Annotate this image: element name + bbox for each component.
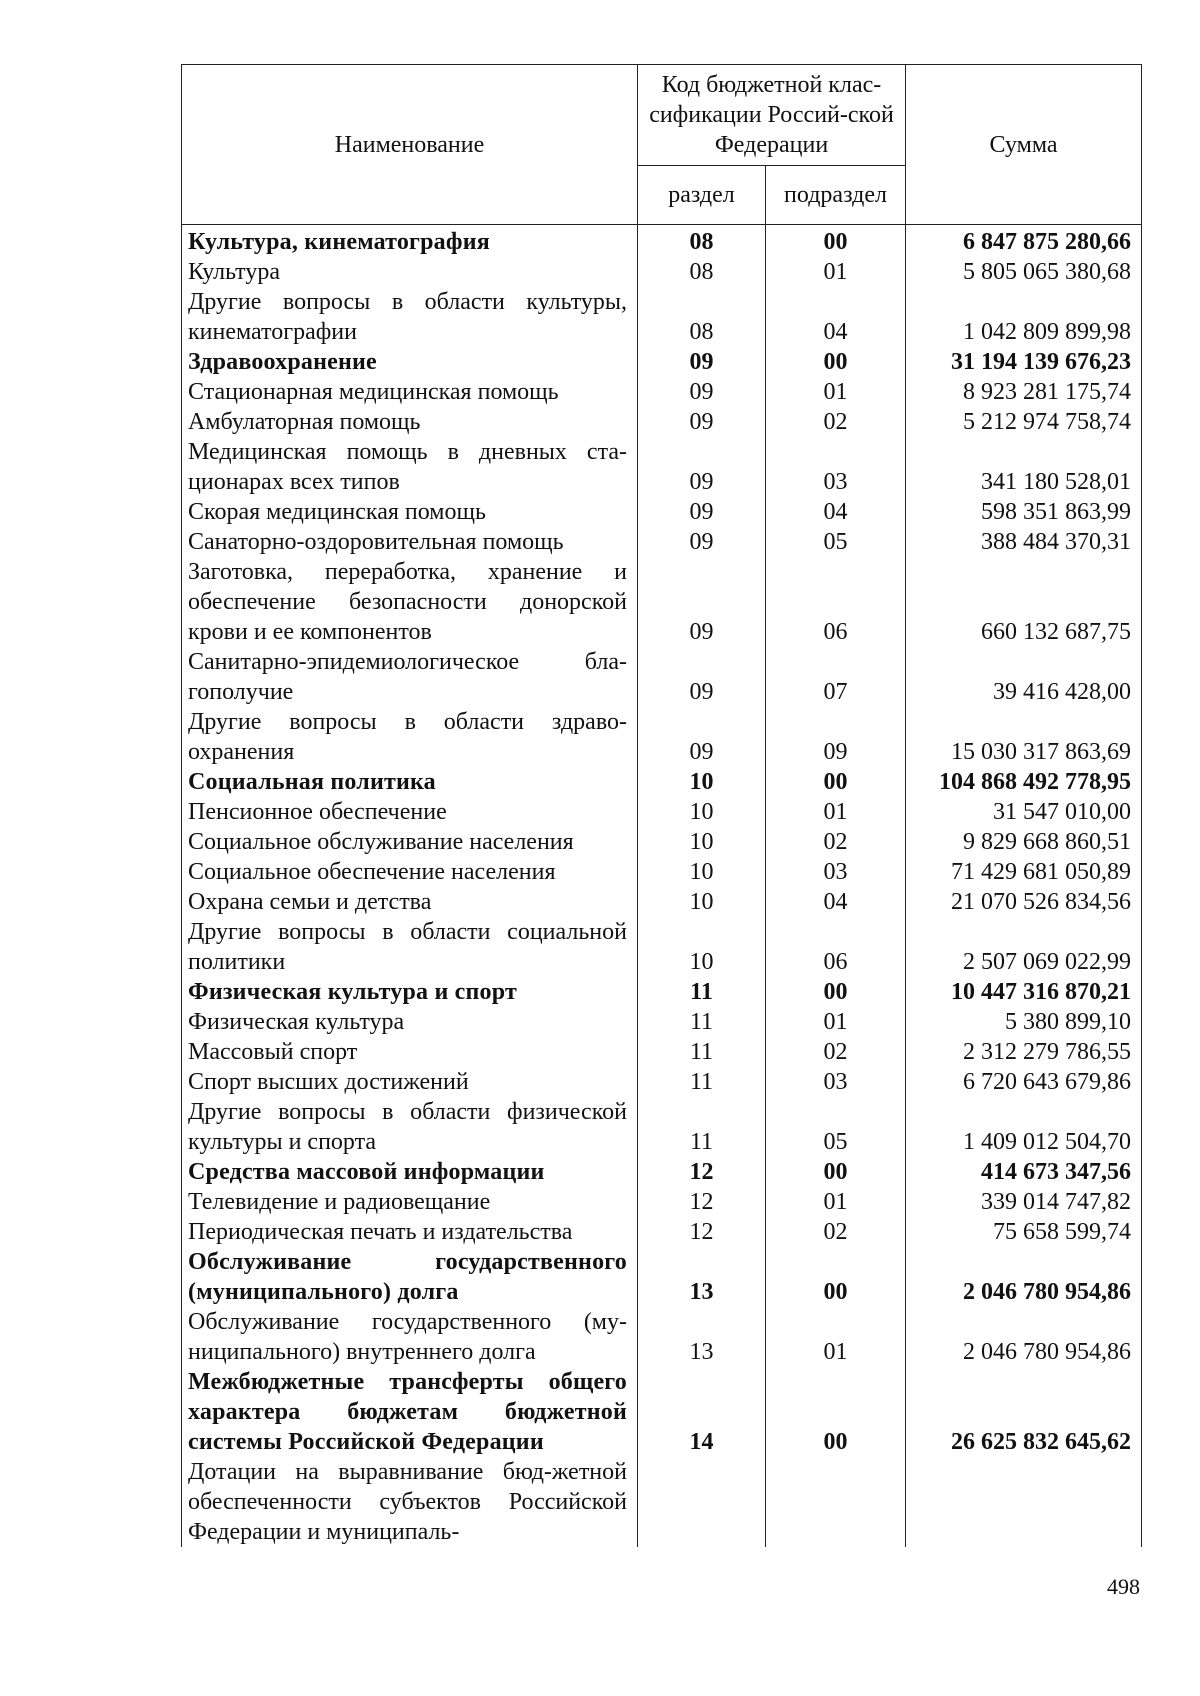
table-row xyxy=(182,1097,1142,1157)
row-podrazdel xyxy=(766,1457,906,1547)
row-razdel: 10 xyxy=(638,767,766,797)
row-razdel: 10 xyxy=(638,857,766,887)
table-row xyxy=(182,827,1142,857)
row-razdel: 09 xyxy=(638,407,766,437)
row-name: Амбулаторная помощь xyxy=(182,407,638,437)
table-row xyxy=(182,857,1142,887)
row-podrazdel: 05 xyxy=(766,527,906,557)
row-razdel: 13 xyxy=(638,1307,766,1367)
row-name: Социальная политика xyxy=(182,767,638,797)
row-podrazdel: 02 xyxy=(766,827,906,857)
table-body xyxy=(182,225,1142,1548)
row-name: Телевидение и радиовещание xyxy=(182,1187,638,1217)
row-razdel: 12 xyxy=(638,1217,766,1247)
row-podrazdel: 02 xyxy=(766,407,906,437)
row-razdel: 09 xyxy=(638,497,766,527)
row-name: Физическая культура xyxy=(182,1007,638,1037)
table-row xyxy=(182,1247,1142,1307)
row-sum: 5 212 974 758,74 xyxy=(906,407,1142,437)
row-name: Санаторно-оздоровительная помощь xyxy=(182,527,638,557)
row-podrazdel: 00 xyxy=(766,1247,906,1307)
table-row xyxy=(182,407,1142,437)
row-razdel: 08 xyxy=(638,225,766,258)
row-podrazdel: 03 xyxy=(766,437,906,497)
row-sum: 660 132 687,75 xyxy=(906,557,1142,647)
table-row xyxy=(182,225,1142,258)
row-podrazdel: 03 xyxy=(766,1067,906,1097)
table-row xyxy=(182,287,1142,347)
row-name: Заготовка, переработка, хранение и обеспечение безопасности донорской крови и ее компонентов xyxy=(182,557,638,647)
row-podrazdel: 02 xyxy=(766,1037,906,1067)
row-sum: 2 046 780 954,86 xyxy=(906,1247,1142,1307)
row-sum: 2 046 780 954,86 xyxy=(906,1307,1142,1367)
row-name: Другие вопросы в области физической культуры и спорта xyxy=(182,1097,638,1157)
table-row xyxy=(182,767,1142,797)
table-row xyxy=(182,1217,1142,1247)
row-podrazdel: 01 xyxy=(766,797,906,827)
row-sum: 15 030 317 863,69 xyxy=(906,707,1142,767)
row-sum: 598 351 863,99 xyxy=(906,497,1142,527)
row-name: Массовый спорт xyxy=(182,1037,638,1067)
row-sum: 26 625 832 645,62 xyxy=(906,1367,1142,1457)
row-razdel: 09 xyxy=(638,527,766,557)
row-name: Спорт высших достижений xyxy=(182,1067,638,1097)
row-razdel: 08 xyxy=(638,287,766,347)
row-sum: 9 829 668 860,51 xyxy=(906,827,1142,857)
row-name: Социальное обслуживание населения xyxy=(182,827,638,857)
row-razdel: 13 xyxy=(638,1247,766,1307)
table-row xyxy=(182,1457,1142,1547)
table-row xyxy=(182,1187,1142,1217)
row-name: Культура xyxy=(182,257,638,287)
table-row xyxy=(182,1037,1142,1067)
row-sum: 5 380 899,10 xyxy=(906,1007,1142,1037)
row-sum xyxy=(906,1457,1142,1547)
row-razdel: 09 xyxy=(638,437,766,497)
row-podrazdel: 04 xyxy=(766,287,906,347)
table-row xyxy=(182,1007,1142,1037)
row-podrazdel: 00 xyxy=(766,977,906,1007)
row-sum: 1 042 809 899,98 xyxy=(906,287,1142,347)
row-podrazdel: 00 xyxy=(766,767,906,797)
header-sum: Сумма xyxy=(906,65,1142,225)
table-row xyxy=(182,347,1142,377)
row-name: Санитарно-эпидемиологическое бла-гополучие xyxy=(182,647,638,707)
row-razdel: 11 xyxy=(638,1037,766,1067)
row-sum: 39 416 428,00 xyxy=(906,647,1142,707)
row-name: Другие вопросы в области культуры, кинематографии xyxy=(182,287,638,347)
row-razdel: 09 xyxy=(638,557,766,647)
row-podrazdel: 02 xyxy=(766,1217,906,1247)
row-name: Социальное обеспечение населения xyxy=(182,857,638,887)
row-podrazdel: 07 xyxy=(766,647,906,707)
row-name: Пенсионное обеспечение xyxy=(182,797,638,827)
row-podrazdel: 05 xyxy=(766,1097,906,1157)
row-name: Культура, кинематография xyxy=(182,225,638,258)
row-sum: 339 014 747,82 xyxy=(906,1187,1142,1217)
row-podrazdel: 06 xyxy=(766,917,906,977)
table-row xyxy=(182,557,1142,647)
row-razdel: 09 xyxy=(638,377,766,407)
row-podrazdel: 01 xyxy=(766,1007,906,1037)
row-sum: 104 868 492 778,95 xyxy=(906,767,1142,797)
row-sum: 8 923 281 175,74 xyxy=(906,377,1142,407)
row-razdel xyxy=(638,1457,766,1547)
row-podrazdel: 03 xyxy=(766,857,906,887)
row-name: Другие вопросы в области здраво-охранения xyxy=(182,707,638,767)
row-razdel: 10 xyxy=(638,917,766,977)
row-name: Охрана семьи и детства xyxy=(182,887,638,917)
row-sum: 2 312 279 786,55 xyxy=(906,1037,1142,1067)
row-razdel: 11 xyxy=(638,1007,766,1037)
row-podrazdel: 01 xyxy=(766,257,906,287)
table-row xyxy=(182,437,1142,497)
row-podrazdel: 00 xyxy=(766,1367,906,1457)
row-sum: 6 847 875 280,66 xyxy=(906,225,1142,258)
row-razdel: 09 xyxy=(638,647,766,707)
table-row xyxy=(182,1067,1142,1097)
row-sum: 75 658 599,74 xyxy=(906,1217,1142,1247)
table-row xyxy=(182,707,1142,767)
row-name: Другие вопросы в области социальной политики xyxy=(182,917,638,977)
row-razdel: 09 xyxy=(638,347,766,377)
row-sum: 31 194 139 676,23 xyxy=(906,347,1142,377)
row-sum: 10 447 316 870,21 xyxy=(906,977,1142,1007)
row-podrazdel: 04 xyxy=(766,887,906,917)
table-row xyxy=(182,377,1142,407)
table-row xyxy=(182,887,1142,917)
row-name: Периодическая печать и издательства xyxy=(182,1217,638,1247)
row-sum: 414 673 347,56 xyxy=(906,1157,1142,1187)
row-podrazdel: 01 xyxy=(766,377,906,407)
row-razdel: 10 xyxy=(638,827,766,857)
row-podrazdel: 00 xyxy=(766,347,906,377)
row-sum: 388 484 370,31 xyxy=(906,527,1142,557)
row-razdel: 10 xyxy=(638,797,766,827)
row-name: Здравоохранение xyxy=(182,347,638,377)
row-podrazdel: 01 xyxy=(766,1307,906,1367)
row-name: Средства массовой информации xyxy=(182,1157,638,1187)
row-razdel: 11 xyxy=(638,1067,766,1097)
header-razdel: раздел xyxy=(638,166,766,225)
row-podrazdel: 00 xyxy=(766,1157,906,1187)
table-row xyxy=(182,257,1142,287)
row-razdel: 10 xyxy=(638,887,766,917)
row-podrazdel: 09 xyxy=(766,707,906,767)
row-sum: 5 805 065 380,68 xyxy=(906,257,1142,287)
table-row xyxy=(182,1307,1142,1367)
row-sum: 71 429 681 050,89 xyxy=(906,857,1142,887)
row-podrazdel: 04 xyxy=(766,497,906,527)
row-sum: 1 409 012 504,70 xyxy=(906,1097,1142,1157)
table-row xyxy=(182,527,1142,557)
row-razdel: 11 xyxy=(638,977,766,1007)
table-row xyxy=(182,1367,1142,1457)
row-sum: 341 180 528,01 xyxy=(906,437,1142,497)
row-name: Физическая культура и спорт xyxy=(182,977,638,1007)
row-razdel: 09 xyxy=(638,707,766,767)
row-sum: 31 547 010,00 xyxy=(906,797,1142,827)
row-sum: 2 507 069 022,99 xyxy=(906,917,1142,977)
row-podrazdel: 01 xyxy=(766,1187,906,1217)
row-podrazdel: 00 xyxy=(766,225,906,258)
row-razdel: 11 xyxy=(638,1097,766,1157)
table-row xyxy=(182,797,1142,827)
header-name: Наименование xyxy=(182,65,638,225)
row-podrazdel: 06 xyxy=(766,557,906,647)
table-row xyxy=(182,977,1142,1007)
header-podrazdel: подраздел xyxy=(766,166,906,225)
row-name: Обслуживание государственного (муниципального) долга xyxy=(182,1247,638,1307)
table-row xyxy=(182,917,1142,977)
row-razdel: 14 xyxy=(638,1367,766,1457)
row-sum: 6 720 643 679,86 xyxy=(906,1067,1142,1097)
row-name: Медицинская помощь в дневных ста-ционарах всех типов xyxy=(182,437,638,497)
row-name: Обслуживание государственного (му-ниципального) внутреннего долга xyxy=(182,1307,638,1367)
table-header xyxy=(182,65,1142,225)
row-razdel: 12 xyxy=(638,1187,766,1217)
row-razdel: 12 xyxy=(638,1157,766,1187)
budget-table xyxy=(181,64,1142,1547)
row-name: Скорая медицинская помощь xyxy=(182,497,638,527)
row-sum: 21 070 526 834,56 xyxy=(906,887,1142,917)
row-name: Стационарная медицинская помощь xyxy=(182,377,638,407)
header-code-group: Код бюджетной клас-сификации Россий-ской Федерации xyxy=(638,65,906,166)
row-razdel: 08 xyxy=(638,257,766,287)
row-name: Межбюджетные трансферты общего характера бюджетам бюджетной системы Российской Федерации xyxy=(182,1367,638,1457)
table-row xyxy=(182,1157,1142,1187)
table-row xyxy=(182,647,1142,707)
page-number: 498 xyxy=(1107,1574,1140,1599)
row-name: Дотации на выравнивание бюд-жетной обеспеченности субъектов Российской Федерации и муниципаль- xyxy=(182,1457,638,1547)
table-row xyxy=(182,497,1142,527)
